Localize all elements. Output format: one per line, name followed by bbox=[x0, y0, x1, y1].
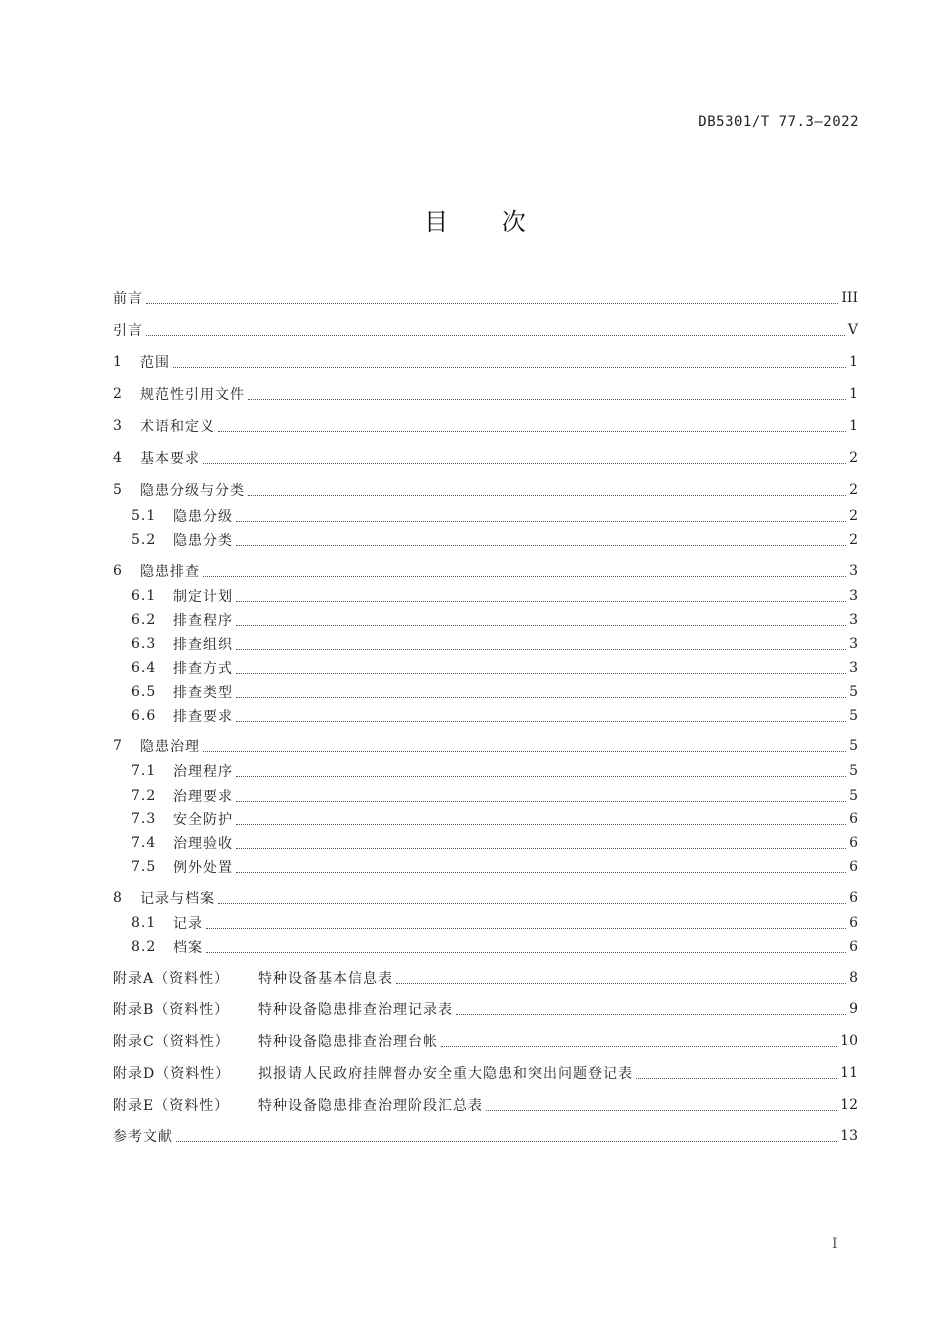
toc-label: 隐患分级与分类 bbox=[140, 483, 245, 499]
toc-number: 7.3 bbox=[131, 811, 157, 827]
toc-subentry[interactable] bbox=[131, 586, 858, 606]
dot-leader bbox=[203, 576, 846, 577]
doc-code: DB5301/T 77.3—2022 bbox=[698, 114, 859, 130]
toc-label: 隐患分类 bbox=[173, 533, 233, 549]
toc-appendix-entry[interactable] bbox=[113, 1031, 858, 1051]
dot-leader bbox=[236, 824, 846, 825]
toc-page: 3 bbox=[849, 636, 858, 652]
toc-number: 8.2 bbox=[131, 939, 157, 955]
dot-leader bbox=[236, 721, 846, 722]
toc-page: 5 bbox=[849, 684, 858, 700]
toc-label: 术语和定义 bbox=[140, 419, 215, 435]
toc-page: 2 bbox=[849, 450, 858, 466]
toc-subentry[interactable] bbox=[131, 634, 858, 654]
toc-label: 拟报请人民政府挂牌督办安全重大隐患和突出问题登记表 bbox=[258, 1066, 633, 1082]
toc-label: 治理要求 bbox=[173, 789, 233, 805]
toc-label: 安全防护 bbox=[173, 812, 233, 828]
toc-number: 7 bbox=[113, 738, 122, 754]
toc-page: 11 bbox=[840, 1065, 858, 1081]
toc-entry-foreword[interactable] bbox=[113, 288, 858, 308]
toc-label: 特种设备隐患排查治理台帐 bbox=[258, 1034, 438, 1050]
toc-subentry[interactable] bbox=[131, 809, 858, 829]
dot-leader bbox=[146, 303, 838, 304]
toc-entry[interactable] bbox=[113, 416, 858, 436]
toc-subentry[interactable] bbox=[131, 506, 858, 526]
toc-label: 规范性引用文件 bbox=[140, 387, 245, 403]
toc-page: 5 bbox=[849, 788, 858, 804]
toc-label: 治理验收 bbox=[173, 836, 233, 852]
toc-entry[interactable] bbox=[113, 384, 858, 404]
toc-label: 参考文献 bbox=[113, 1129, 173, 1145]
toc-page: 3 bbox=[849, 612, 858, 628]
toc-number: 1 bbox=[113, 354, 122, 370]
toc-subentry[interactable] bbox=[131, 857, 858, 877]
toc-subentry[interactable] bbox=[131, 761, 858, 781]
toc-appendix-entry[interactable] bbox=[113, 968, 858, 988]
toc-page: III bbox=[841, 290, 858, 306]
appendix-label: 附录E（资料性） bbox=[113, 1098, 230, 1114]
toc-label: 范围 bbox=[140, 355, 170, 371]
toc-entry[interactable] bbox=[113, 561, 858, 581]
toc-page: 3 bbox=[849, 563, 858, 579]
toc-number: 6.2 bbox=[131, 612, 157, 628]
toc-label: 排查方式 bbox=[173, 661, 233, 677]
toc-page: 2 bbox=[849, 508, 858, 524]
dot-leader bbox=[236, 801, 846, 802]
toc-label: 治理程序 bbox=[173, 764, 233, 780]
toc-page: 6 bbox=[849, 811, 858, 827]
toc-subentry[interactable] bbox=[131, 530, 858, 550]
toc-label: 记录 bbox=[173, 916, 203, 932]
toc-page: 5 bbox=[849, 708, 858, 724]
dot-leader bbox=[236, 625, 846, 626]
toc-label: 记录与档案 bbox=[140, 891, 215, 907]
dot-leader bbox=[456, 1014, 846, 1015]
toc-subentry[interactable] bbox=[131, 833, 858, 853]
toc-label: 档案 bbox=[173, 940, 203, 956]
toc-subentry[interactable] bbox=[131, 658, 858, 678]
toc-page: 5 bbox=[849, 763, 858, 779]
toc-number: 6.6 bbox=[131, 708, 157, 724]
dot-leader bbox=[236, 848, 846, 849]
toc-number: 7.2 bbox=[131, 788, 157, 804]
toc-page: 2 bbox=[849, 532, 858, 548]
toc-number: 2 bbox=[113, 386, 122, 402]
dot-leader bbox=[176, 1141, 837, 1142]
toc-page: 2 bbox=[849, 482, 858, 498]
dot-leader bbox=[236, 673, 846, 674]
toc-number: 6.1 bbox=[131, 588, 157, 604]
dot-leader bbox=[236, 545, 846, 546]
toc-page: 5 bbox=[849, 738, 858, 754]
toc-entry-bibliography[interactable] bbox=[113, 1126, 858, 1146]
appendix-label: 附录A（资料性） bbox=[113, 971, 230, 987]
toc-label: 排查组织 bbox=[173, 637, 233, 653]
toc-page: 6 bbox=[849, 835, 858, 851]
toc-page: 1 bbox=[849, 386, 858, 402]
toc-page: 8 bbox=[849, 970, 858, 986]
dot-leader bbox=[206, 952, 846, 953]
toc-number: 6.4 bbox=[131, 660, 157, 676]
dot-leader bbox=[236, 697, 846, 698]
toc-subentry[interactable] bbox=[131, 937, 858, 957]
dot-leader bbox=[236, 776, 846, 777]
toc-number: 5 bbox=[113, 482, 122, 498]
toc-subentry[interactable] bbox=[131, 913, 858, 933]
toc-number: 7.4 bbox=[131, 835, 157, 851]
appendix-label: 附录D（资料性） bbox=[113, 1066, 231, 1082]
toc-label: 特种设备隐患排查治理记录表 bbox=[258, 1002, 453, 1018]
dot-leader bbox=[248, 399, 846, 400]
toc-page: 6 bbox=[849, 939, 858, 955]
toc-label: 排查要求 bbox=[173, 709, 233, 725]
toc-entry[interactable] bbox=[113, 736, 858, 756]
toc-page: 9 bbox=[849, 1001, 858, 1017]
toc-label: 隐患排查 bbox=[140, 564, 200, 580]
toc-page: 6 bbox=[849, 859, 858, 875]
dot-leader bbox=[236, 649, 846, 650]
dot-leader bbox=[396, 983, 846, 984]
toc-page: 6 bbox=[849, 915, 858, 931]
dot-leader bbox=[218, 431, 846, 432]
toc-appendix-entry[interactable] bbox=[113, 999, 858, 1019]
toc-number: 7.1 bbox=[131, 763, 157, 779]
toc-number: 8 bbox=[113, 890, 122, 906]
toc-subentry[interactable] bbox=[131, 610, 858, 630]
toc-entry[interactable] bbox=[113, 448, 858, 468]
dot-leader bbox=[173, 367, 846, 368]
dot-leader bbox=[236, 872, 846, 873]
toc-label: 引言 bbox=[113, 323, 143, 339]
toc-label: 例外处置 bbox=[173, 860, 233, 876]
page-title: 目 次 bbox=[424, 208, 526, 236]
toc-label: 制定计划 bbox=[173, 589, 233, 605]
toc-page: 3 bbox=[849, 588, 858, 604]
toc-subentry[interactable] bbox=[131, 786, 858, 806]
appendix-label: 附录B（资料性） bbox=[113, 1002, 230, 1018]
toc-number: 6 bbox=[113, 563, 122, 579]
toc-page: V bbox=[847, 322, 858, 338]
toc-entry-introduction[interactable] bbox=[113, 320, 858, 340]
dot-leader bbox=[203, 463, 846, 464]
toc-page: 10 bbox=[840, 1033, 858, 1049]
toc-number: 5.1 bbox=[131, 508, 157, 524]
toc-page: 1 bbox=[849, 354, 858, 370]
toc-entry[interactable] bbox=[113, 888, 858, 908]
toc-label: 特种设备隐患排查治理阶段汇总表 bbox=[258, 1098, 483, 1114]
dot-leader bbox=[636, 1078, 837, 1079]
toc-entry[interactable] bbox=[113, 480, 858, 500]
toc-page: 1 bbox=[849, 418, 858, 434]
toc-number: 4 bbox=[113, 450, 122, 466]
toc-label: 排查程序 bbox=[173, 613, 233, 629]
toc-number: 6.5 bbox=[131, 684, 157, 700]
toc-label: 前言 bbox=[113, 291, 143, 307]
toc-label: 基本要求 bbox=[140, 451, 200, 467]
toc-number: 6.3 bbox=[131, 636, 157, 652]
dot-leader bbox=[441, 1046, 837, 1047]
toc-number: 8.1 bbox=[131, 915, 157, 931]
dot-leader bbox=[236, 601, 846, 602]
toc-number: 5.2 bbox=[131, 532, 157, 548]
dot-leader bbox=[206, 928, 846, 929]
toc-label: 隐患分级 bbox=[173, 509, 233, 525]
page-number: I bbox=[832, 1236, 838, 1252]
toc-label: 特种设备基本信息表 bbox=[258, 971, 393, 987]
toc-page: 12 bbox=[840, 1097, 858, 1113]
toc-entry[interactable] bbox=[113, 352, 858, 372]
dot-leader bbox=[203, 751, 846, 752]
toc-subentry[interactable] bbox=[131, 706, 858, 726]
toc-appendix-entry[interactable] bbox=[113, 1095, 858, 1115]
toc-label: 排查类型 bbox=[173, 685, 233, 701]
toc-page: 6 bbox=[849, 890, 858, 906]
appendix-label: 附录C（资料性） bbox=[113, 1034, 230, 1050]
toc-appendix-entry[interactable] bbox=[113, 1063, 858, 1083]
toc-label: 隐患治理 bbox=[140, 739, 200, 755]
toc-subentry[interactable] bbox=[131, 682, 858, 702]
dot-leader bbox=[486, 1110, 837, 1111]
toc-page: 13 bbox=[840, 1128, 858, 1144]
dot-leader bbox=[236, 521, 846, 522]
toc-number: 7.5 bbox=[131, 859, 157, 875]
dot-leader bbox=[248, 495, 846, 496]
toc-number: 3 bbox=[113, 418, 122, 434]
toc-page: 3 bbox=[849, 660, 858, 676]
dot-leader bbox=[146, 335, 845, 336]
dot-leader bbox=[218, 903, 846, 904]
